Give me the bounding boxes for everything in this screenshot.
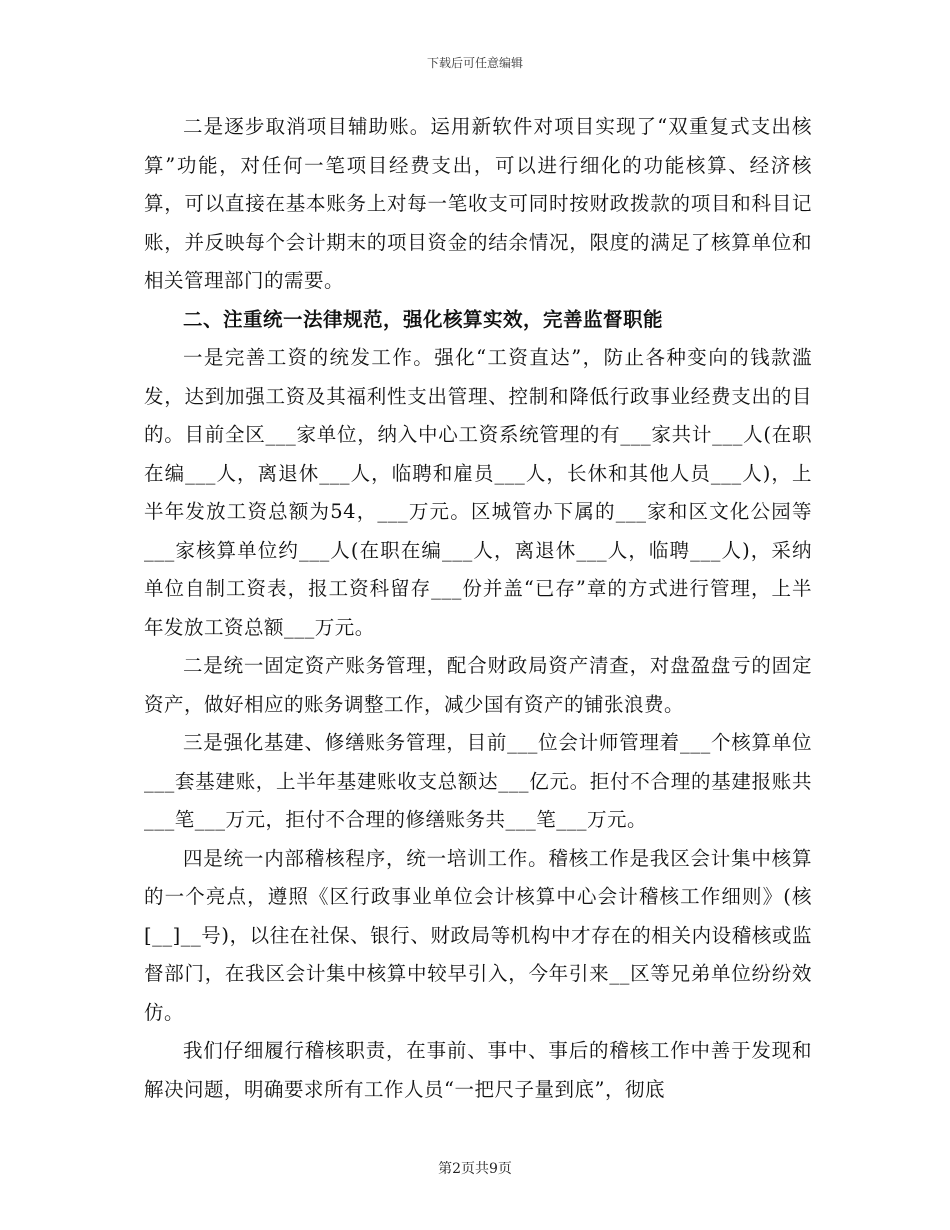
paragraph-construction: 三是强化基建、修缮账务管理，目前___位会计师管理着___个核算单位___套基建账，上半年基建账收支总额达___亿元。拒付不合理的基建报账共___笔___万元，拒付不合理的修缮账务共___笔___万元。 xyxy=(144,731,812,831)
page-header: 下载后可任意编辑 xyxy=(426,56,523,70)
paragraph-item-ledger: 二是逐步取消项目辅助账。运用新软件对项目实现了“双重复式支出核算”功能，对任何一笔项目经费支出，可以进行细化的功能核算、经济核算，可以直接在基本账务上对每一笔收支可同时按财政拨款的项目和科目记账，并反映每个会计期末的项目资金的结余情况，限度的满足了核算单位和相关管理部门的需要。 xyxy=(144,115,812,292)
section-heading: 二、注重统一法律规范，强化核算实效，完善监督职能 xyxy=(183,307,664,331)
paragraph-audit-procedure: 四是统一内部稽核程序，统一培训工作。稽核工作是我区会计集中核算的一个亮点，遵照《区行政事业单位会计核算中心会计稽核工作细则》(核[__]__号)，以往在社保、银行、财政局等机构中才存在的相关内设稽核或监督部门，在我区会计集中核算中较早引入，今年引来__区等兄弟单位纷纷效仿。 xyxy=(144,846,812,1024)
document-body xyxy=(144,108,812,1109)
paragraph-fixed-assets: 二是统一固定资产账务管理，配合财政局资产清查，对盘盈盘亏的固定资产，做好相应的账务调整工作，减少国有资产的铺张浪费。 xyxy=(144,654,812,716)
paragraph-salary: 一是完善工资的统发工作。强化“工资直达”，防止各种变向的钱款滥发，达到加强工资及其福利性支出管理、控制和降低行政事业经费支出的目的。目前全区___家单位，纳入中心工资系统管理的有___家共计___人(在职在编___人，离退休___人，临聘和雇员___人，长休和其他人员___人)，上半年发放工资总额为54，___万元。区城管办下属的___家和区文化公园等___家核算单位约___人(在职在编___人，离退休___人，临聘___人)，采纳单位自制工资表，报工资科留存___份并盖“已存”章的方式进行管理，上半年发放工资总额___万元。 xyxy=(144,346,812,639)
page-number: 第2页共9页 xyxy=(438,1161,512,1177)
paragraph-audit-duties: 我们仔细履行稽核职责，在事前、事中、事后的稽核工作中善于发现和解决问题，明确要求所有工作人员“一把尺子量到底”，彻底 xyxy=(144,1039,812,1101)
